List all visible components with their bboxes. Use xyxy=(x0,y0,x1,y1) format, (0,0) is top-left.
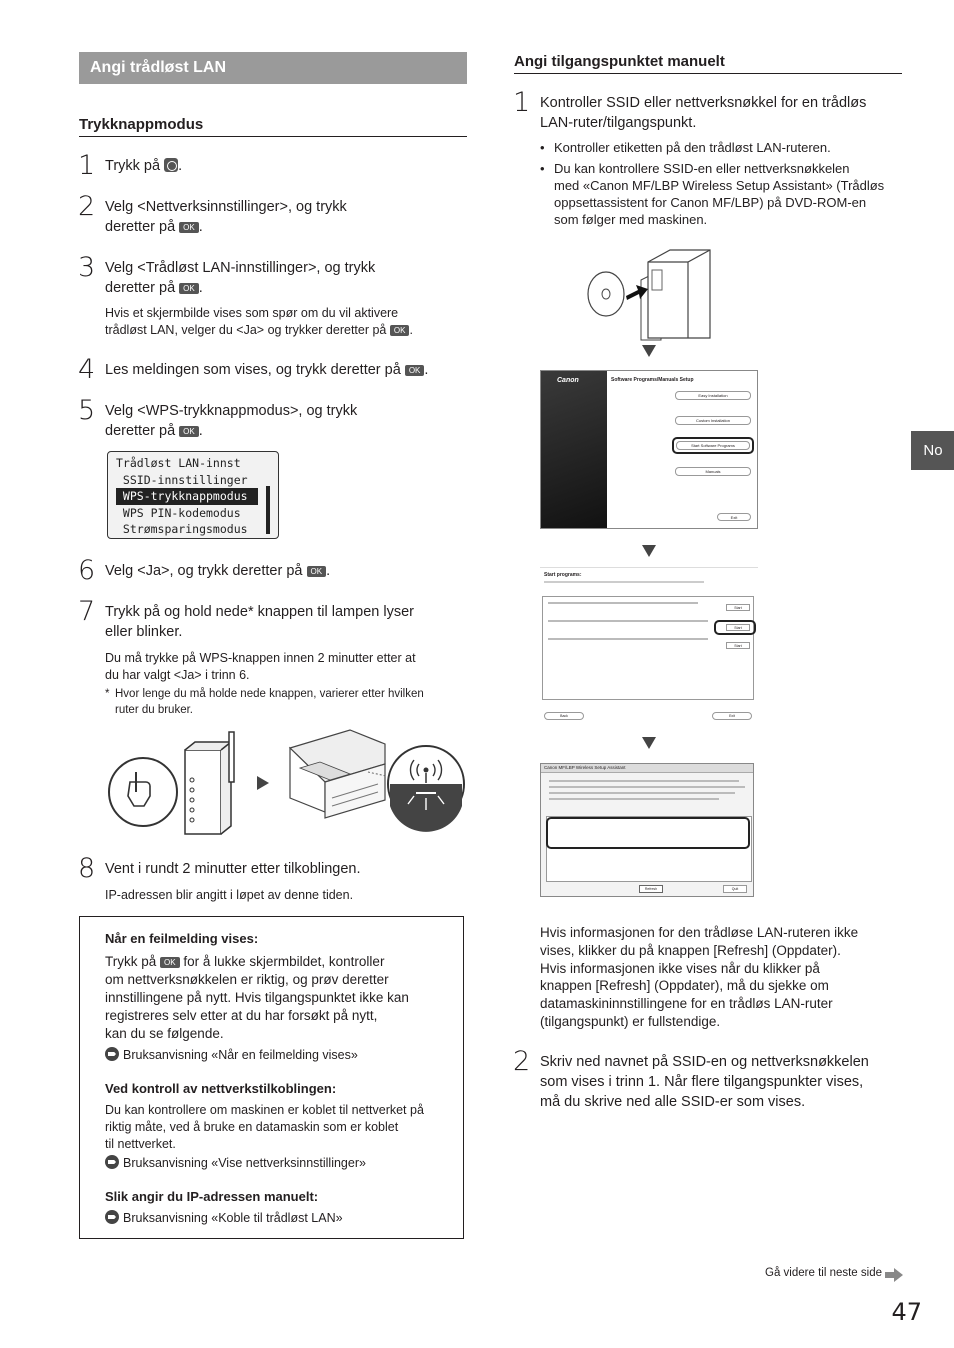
ok-key-icon: OK xyxy=(307,566,327,577)
manual-reference: Bruksanvisning «Når en feilmelding vises» xyxy=(105,1047,450,1064)
screen-title: Software Programs/Manuals Setup xyxy=(611,377,694,383)
software-setup-screenshot xyxy=(540,370,758,529)
quit-button[interactable]: Quit xyxy=(723,885,747,893)
lcd-title: Trådløst LAN-innst xyxy=(116,456,241,470)
page-number: 47 xyxy=(891,1298,922,1326)
ok-key-icon: OK xyxy=(160,957,180,968)
reference-arrow-icon xyxy=(105,1155,119,1169)
step-number: 6 xyxy=(78,555,96,586)
wireless-setup-assistant-screenshot xyxy=(540,763,754,897)
canon-logo: Canon xyxy=(557,377,579,384)
step-text: Skriv ned navnet på SSID-en og nettverksnøkkelen som vises i trinn 1. Når flere tilgangspunkter vises, må du skrive ned alle SSID-er som vises. xyxy=(540,1054,869,1110)
step-number: 3 xyxy=(78,252,96,283)
refresh-explanation: Hvis informasjonen for den trådløse LAN-ruteren ikke vises, klikker du på knappen [Refresh] (Oppdater). Hvis informasjonen ikke vises når du klikker på knappen [Refresh] (Oppdater), må du sjekke om datamaskininnstillingene for en trådløs LAN-ruter (tilgangspunkt) er fullstendige. xyxy=(540,925,859,1029)
step-number: 2 xyxy=(78,191,96,222)
step-number: 1 xyxy=(513,87,531,118)
step-note: Du må trykke på WPS-knappen innen 2 minutter etter at du har valgt <Ja> i trinn 6. xyxy=(105,651,416,682)
ok-key-icon: OK xyxy=(179,283,199,294)
start-software-programs-button[interactable]: Start Software Programs xyxy=(676,441,750,450)
highlight-frame xyxy=(546,817,750,849)
info-heading: Når en feilmelding vises: xyxy=(105,931,259,946)
manuals-button[interactable]: Manuals xyxy=(675,467,751,476)
step-text: Velg <Ja>, og trykk deretter på OK . xyxy=(105,563,331,579)
start-programs-screenshot xyxy=(540,567,758,724)
bullet-list xyxy=(540,139,900,228)
back-button[interactable]: Back xyxy=(544,712,584,720)
footnote-mark: * xyxy=(105,688,110,700)
start-button[interactable]: Start xyxy=(726,624,750,631)
next-page-label: Gå videre til neste side xyxy=(765,1267,882,1279)
push-button-icon xyxy=(109,758,177,826)
computer-icon xyxy=(648,250,710,338)
ok-key-icon: OK xyxy=(405,365,425,376)
step-text: Velg <Nettverksinnstillinger>, og trykk deretter på OK . xyxy=(105,199,347,235)
wps-illustration xyxy=(100,728,470,840)
info-heading: Slik angir du IP-adressen manuelt: xyxy=(105,1189,319,1204)
step-number: 5 xyxy=(78,395,96,426)
info-heading: Ved kontroll av nettverkstilkoblingen: xyxy=(105,1081,337,1096)
step-text: Trykk på og hold nede* knappen til lampen lyser eller blinker. xyxy=(105,604,414,640)
step-number: 7 xyxy=(78,596,96,627)
ok-key-icon: OK xyxy=(179,222,199,233)
subheading-manual: Angi tilgangspunktet manuelt xyxy=(514,53,902,74)
info-box-content xyxy=(105,930,450,1227)
step-text: Les meldingen som vises, og trykk deretter på OK . xyxy=(105,362,429,378)
lcd-menu-item: Strømsparingsmodus xyxy=(116,522,248,536)
list-item: • Du kan kontrollere SSID-en eller nettverksnøkkelen med «Canon MF/LBP Wireless Setup Assistant» (Trådløs oppsettassistent for Canon MF/LBP) på DVD-ROM-en som følger med maskinen. xyxy=(540,160,900,228)
step-note: IP-adressen blir angitt i løpet av denne tiden. xyxy=(105,888,354,902)
ok-key-icon: OK xyxy=(179,426,199,437)
down-arrow-icon xyxy=(642,737,656,749)
printer-icon xyxy=(290,730,385,818)
start-button[interactable]: Start xyxy=(726,604,750,611)
step-number: 8 xyxy=(78,853,96,884)
list-item: • Kontroller etiketten på den trådløst LAN-ruteren. xyxy=(540,139,900,156)
dvd-icon xyxy=(588,272,624,316)
info-paragraph: Trykk på OK for å lukke skjermbildet, kontroller om nettverksnøkkelen er riktig, og prøv deretter innstillingene på nytt. Hvis tilgangspunktet ikke kan registreres selv etter at du har forsøkt på nytt, kan du se følgende. xyxy=(105,954,409,1041)
exit-button[interactable]: Exit xyxy=(712,712,752,720)
step-number: 1 xyxy=(78,150,96,181)
step-text: Velg <WPS-trykknappmodus>, og trykk deretter på OK . xyxy=(105,403,358,439)
down-arrow-icon xyxy=(642,545,656,557)
exit-button[interactable]: Exit xyxy=(717,513,751,521)
reference-arrow-icon xyxy=(105,1210,119,1224)
refresh-button[interactable]: Refresh xyxy=(639,885,663,893)
step-text: Kontroller SSID eller nettverksnøkkel for en trådløs LAN-ruter/tilgangspunkt. xyxy=(540,95,867,131)
lcd-display xyxy=(107,451,279,539)
step-text: Velg <Trådløst LAN-innstillinger>, og trykk deretter på OK . xyxy=(105,260,376,296)
home-icon xyxy=(164,158,178,172)
language-tab: No xyxy=(911,431,954,470)
dvd-insert-illustration xyxy=(586,240,731,342)
subheading-push-button-mode: Trykknappmodus xyxy=(79,116,467,137)
lcd-menu-item: WPS PIN-kodemodus xyxy=(116,505,241,520)
reference-arrow-icon xyxy=(105,1047,119,1061)
ok-key-icon: OK xyxy=(390,325,410,336)
lcd-menu-item: SSID-innstillinger xyxy=(116,472,248,487)
lcd-menu-item-selected: WPS-trykknappmodus xyxy=(116,488,258,505)
arrow-icon xyxy=(257,776,269,790)
step-text: Trykk på . xyxy=(105,158,183,174)
step-number: 4 xyxy=(78,354,96,385)
section-title: Angi trådløst LAN xyxy=(79,52,467,84)
step-number: 2 xyxy=(513,1046,531,1077)
easy-installation-button[interactable]: Easy Installation xyxy=(675,391,751,400)
down-arrow-icon xyxy=(642,345,656,357)
manual-reference: Bruksanvisning «Vise nettverksinnstillinger» xyxy=(105,1155,450,1172)
step-text: Vent i rundt 2 minutter etter tilkoblingen. xyxy=(105,861,361,877)
screen-title: Start programs: xyxy=(544,572,582,578)
start-button[interactable]: Start xyxy=(726,642,750,649)
step-note: Hvis et skjermbilde vises som spør om du vil aktivere trådløst LAN, velger du <Ja> og trykker deretter på OK . xyxy=(105,306,413,337)
footnote: Hvor lenge du må holde nede knappen, varierer etter hvilken ruter du bruker. xyxy=(115,688,424,716)
window-title: Canon MF/LBP Wireless Setup Assistant xyxy=(544,765,626,770)
manual-reference: Bruksanvisning «Koble til trådløst LAN» xyxy=(105,1210,450,1227)
custom-installation-button[interactable]: Custom Installation xyxy=(675,416,751,425)
lcd-scrollbar xyxy=(266,486,270,534)
info-paragraph: Du kan kontrollere om maskinen er koblet til nettverket på riktig måte, ved å bruke en datamaskin som er koblet til nettverket. xyxy=(105,1103,424,1151)
next-arrow-icon xyxy=(885,1268,903,1282)
